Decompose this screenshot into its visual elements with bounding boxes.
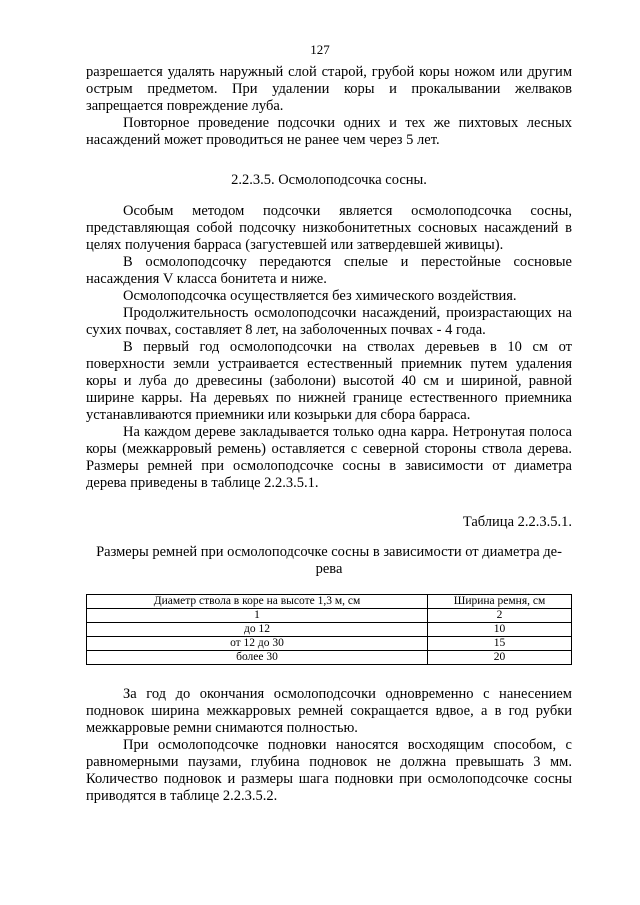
table-number-row — [87, 609, 572, 623]
table-row — [87, 623, 572, 637]
table-cell: 10 — [428, 623, 572, 637]
page-number: 127 — [310, 42, 330, 57]
table-header-row — [87, 595, 572, 609]
table-title-line-1: Размеры ремней при осмолоподсочке сосны в зависимости от диаметра де- — [96, 544, 562, 560]
table-cell: до 12 — [87, 623, 428, 637]
text-block-main — [86, 203, 572, 492]
table-header-cell: Ширина ремня, см — [428, 595, 572, 609]
paragraph-1: разрешается удалять наружный слой старой, грубой коры ножом или другим острым предметом. При удалении коры и прокалывании желваков запрещается повреждение луба. — [86, 64, 572, 114]
table-cell: от 12 до 30 — [87, 637, 428, 651]
text-block-bottom — [86, 686, 572, 805]
paragraph-5: Осмолоподсочка осуществляется без химического воздействия. — [123, 288, 517, 304]
table-title — [86, 544, 572, 578]
belt-size-table — [86, 594, 572, 665]
table-row — [87, 651, 572, 665]
table-number-cell: 1 — [87, 609, 428, 623]
section-heading: 2.2.3.5. Осмолоподсочка сосны. — [231, 172, 427, 188]
table-cell: более 30 — [87, 651, 428, 665]
paragraph-8: На каждом дереве закладывается только одна карра. Нетронутая полоса коры (межкарровый ремень) оставляется с северной стороны ствола дерева. Размеры ремней при осмолоподсочке сосны в зависимости от диаметра дерева приведены в таблице 2.2.3.5.1. — [86, 424, 572, 491]
paragraph-2: Повторное проведение подсочки одних и тех же пихтовых лесных насаждений может проводиться не ранее чем через 5 лет. — [86, 115, 572, 148]
table-title-line-2: рева — [315, 561, 343, 577]
paragraph-7: В первый год осмолоподсочки на стволах деревьев в 10 см от поверхности земли устраивается естественный приемник путем удаления коры и луба до древесины (заболони) высотой 40 см и шириной, равной ширине карры. На деревьях по нижней границе естественного приемника устанавливаются приемники или козырьки для сбора барраса. — [86, 339, 572, 423]
table-number-cell: 2 — [428, 609, 572, 623]
table-header-cell: Диаметр ствола в коре на высоте 1,3 м, см — [87, 595, 428, 609]
table-row — [87, 637, 572, 651]
paragraph-9: За год до окончания осмолоподсочки одновременно с нанесением подновок ширина межкарровых ремней сокращается вдвое, а в год рубки межкарровые ремни снимаются полностью. — [86, 686, 572, 736]
table-cell: 20 — [428, 651, 572, 665]
text-block-top — [86, 64, 572, 149]
paragraph-6: Продолжительность осмолоподсочки насаждений, произрастающих на сухих почвах, составляет 8 лет, на заболоченных почвах - 4 года. — [86, 305, 572, 338]
paragraph-4: В осмолоподсочку передаются спелые и перестойные сосновые насаждения V класса бонитета и ниже. — [86, 254, 572, 287]
paragraph-3: Особым методом подсочки является осмолоподсочка сосны, представляющая собой подсочку низкобонитетных сосновых насаждений в целях получения барраса (загустевшей или затвердевшей живицы). — [86, 203, 572, 253]
paragraph-10: При осмолоподсочке подновки наносятся восходящим способом, с равномерными паузами, глубина подновок не должна превышать 3 мм. Количество подновок и размеры шага подновки при осмолоподсочке сосны приводятся в таблице 2.2.3.5.2. — [86, 737, 572, 804]
table-label: Таблица 2.2.3.5.1. — [462, 514, 572, 530]
table-cell: 15 — [428, 637, 572, 651]
